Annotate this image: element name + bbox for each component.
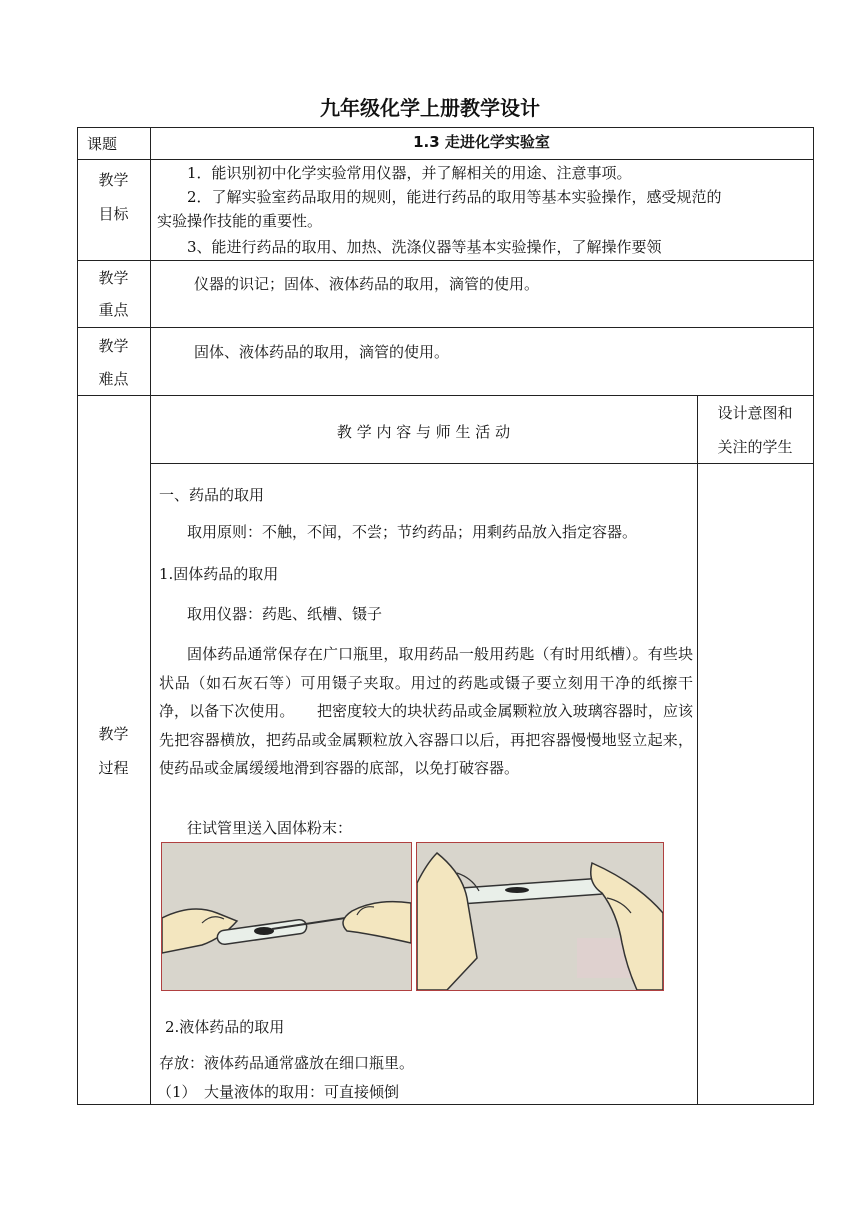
goal-line-4: 3、能进行药品的取用、加热、洗涤仪器等基本实验操作，了解操作要领 [187,238,662,256]
key-label-line2: 重点 [98,301,129,319]
side-column-header-line2: 关注的学生 [717,438,793,456]
row-divider [77,327,814,328]
topic-value: 1.3 走进化学实验室 [413,133,550,151]
table-border-bottom [77,1104,814,1105]
process-header-divider [150,463,814,464]
label-column-divider [150,127,151,1105]
key-value: 仪器的识记；固体、液体药品的取用，滴管的使用。 [194,275,540,293]
instruments-text: 取用仪器：药匙、纸槽、镊子 [187,605,383,623]
difficulty-label-line1: 教学 [98,337,129,355]
solid-reagent-paragraph: 固体药品通常保存在广口瓶里，取用药品一般用药匙（有时用纸槽）。有些块状品（如石灰石等）可用镊子夹取。用过的药匙或镊子要立刻用干净的纸擦干净，以备下次使用。 把密度较大的块状药品或金属颗粒放入玻璃容器时，应该先把容器横放，把药品或金属颗粒放入容器口以后，再把容器慢慢地竖立起来，使药品或金属缓缓地滑到容器的底部，以免打破容器。 [159,645,693,777]
topic-label: 课题 [86,135,117,153]
photo-powder-scoop [161,842,412,991]
content-column-header: 教 学 内 容 与 师 生 活 动 [336,423,511,441]
section-heading: 一、药品的取用 [159,486,265,504]
subsection-heading: 1.固体药品的取用 [159,565,279,583]
row-divider [77,260,814,261]
goal-line-2: 2．了解实验室药品取用的规则，能进行药品的取用等基本实验操作，感受规范的 [187,188,722,206]
lesson-table [77,127,814,1105]
goal-line-1: 1．能识别初中化学实验常用仪器，并了解相关的用途、注意事项。 [187,164,632,182]
large-volume-text: （1） 大量液体的取用：可直接倾倒 [157,1083,400,1101]
goal-line-3: 实验操作技能的重要性。 [157,212,323,230]
difficulty-label-line2: 难点 [98,370,129,388]
photo-tube-upright [416,842,664,991]
goals-label-line1: 教学 [98,171,129,189]
table-border-right [813,127,814,1105]
principle-text: 取用原则：不触，不闻，不尝；节约药品；用剩药品放入指定容器。 [187,523,638,541]
page-title: 九年级化学上册教学设计 [320,96,540,120]
process-label-line2: 过程 [98,759,129,777]
side-column-divider [697,395,698,1105]
row-divider [77,395,814,396]
powder-caption: 往试管里送入固体粉末： [187,819,353,837]
goals-label-line2: 目标 [98,205,129,223]
side-column-header-line1: 设计意图和 [717,404,793,422]
row-divider [77,159,814,160]
subsection-heading-liquid: 2.液体药品的取用 [165,1018,285,1036]
key-label-line1: 教学 [98,269,129,287]
storage-text: 存放：液体药品通常盛放在细口瓶里。 [159,1054,415,1072]
difficulty-value: 固体、液体药品的取用，滴管的使用。 [194,343,450,361]
process-label-line1: 教学 [98,725,129,743]
